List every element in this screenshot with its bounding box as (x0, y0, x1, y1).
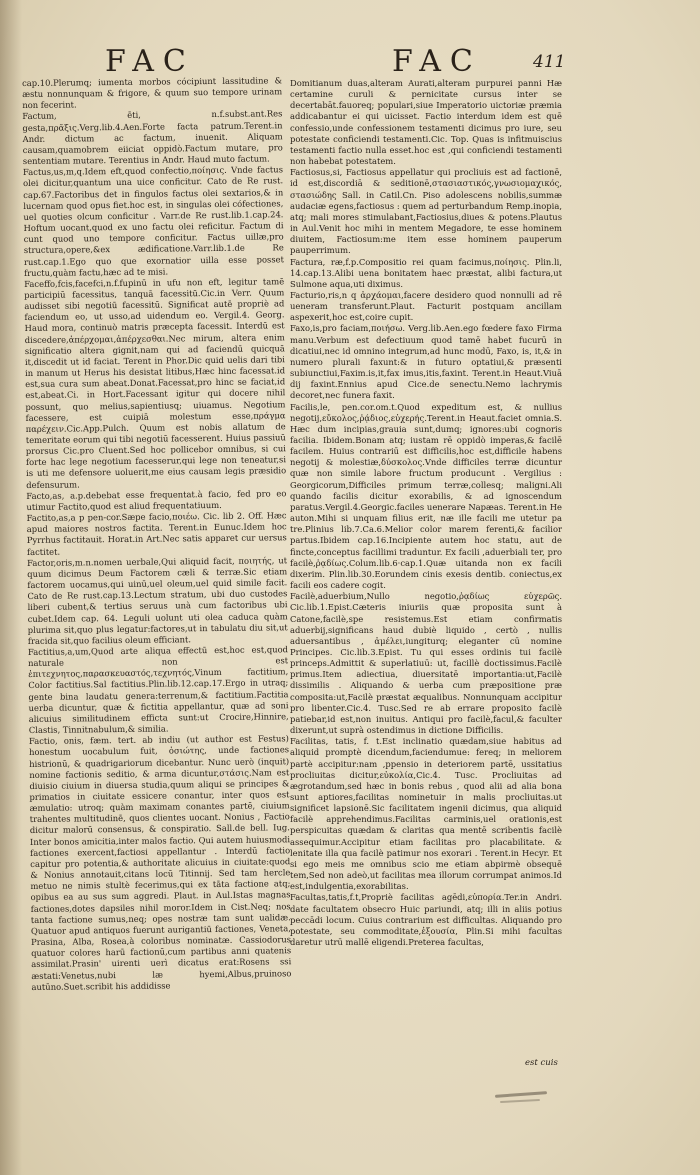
headword-right: FAC (392, 44, 482, 79)
entry-text: cap.10.Plerumq; iumenta morbos cócipiunt lassitudine & æstu nonnunquam & frigore, & quum suo tempore urinam non fecerint. (22, 75, 283, 111)
entry-text: Faxo,is,pro faciam,ποιήσω. Verg.lib.Aen.ego fœdere faxo Firma manu.Verbum est defectiuum quod tamē habet fucurū in dicatiui,nec id omnino integrum,ad hunc modū, Faxo, is, it,& in numero plurali faxunt:& in futuro optatiui,& præsenti subiunctiui,Faxim.is,it,fax imus,itis,faxint. Terent.in Heaut.Viuā dij faxint.Ennius apud Cice.de senectu.Nemo lachrymis decoret,nec funera faxit. (290, 323, 562, 401)
entry-text: Factiosus,si, Factiosus appellatur qui procliuis est ad factionē, id est,discordiā & seditionē,στασιαστικός,γνωσιομαχικός, στασιώδης Sall. in Catil.Cn. Piso adolescens nobilis,summæ audaciæ egens,factiosus : quem ad perturbandum Remp.inopia, atq; mali mores stimulabant,Factiosius,diues & potens.Plautus in Aul.Venit hoc mihi in mentem Megadore, te esse hominem diuitem, Factiosum:me item esse hominem pauperum pauperrimum. (290, 167, 562, 256)
entry-text: Factor,oris,m.n.nomen uerbale,Qui aliquid facit, ποιητής, ut quum dicimus Deum Factorem cæli & terræ.Sic etiam factorem uocamus,qui uinū,uel oleum,uel quid simile facit. Cato de Re rust.cap.13.Lectum stratum, ubi duo custodes liberi cubent,& tertius seruus unà cum factoribus ubi cubet.Idem cap. 64. Leguli uolunt uti olea caduca quàm plurima sit,quo plus legatur:factores,ut in tabulatu diu sit,ut fracida sit,quo facilius oleum efficiant. (27, 554, 288, 646)
entry-text: Facilitas, tatis, f. t.Est inclinatio quædam,siue habitus ad aliquid promptè dicendum,faciendumue: fereq; in meliorem partè accipitur:nam ,ppensio in deteriorem partē, ussitatius procliuitas dicitur,εὐκολία,Cic.4. Tusc. Procliuitas ad ægrotandum,sed hæc in bonis rebus , quod alii ad alia bona sunt aptiores,facilitas nominetuir in malis procliuitas.ut significet lapsionē.Sic facilitatem ingenii dicimus, qua aliquid facilè apprehendimus.Facilitas carminis,uel orationis,est perspicuitas quædam & claritas qua mentē scribentis facilè assequimur.Accipitur etiam facilitas pro placabilitate. & lenitate illa qua facilè patimur nos exorari . Terent.in Hecyr. Et si ego meis me omnibus scio me etiam abpirmè obsequē tem,Sed non adeò,ut facilitas mea illorum corrumpat animos.Id est,indulgentia,exorabilitas. (290, 736, 562, 892)
entry-text: Facturio,ris,n q ἀρχάομαι,facere desidero quod nonnulli ad rē ueneram transferunt.Plaut. Facturit postquam ancillam aspexerit,hoc est,coire cupit. (290, 289, 562, 323)
entry-text: Factura, ræ,f.p.Compositio rei quam facimus,ποίησις. Plin.li, 14.cap.13.Alibi uena bonitatem haec præstat, alibi factura,ut Sulmone aqua,uti diximus. (290, 256, 562, 289)
gutter-shadow (0, 0, 22, 1175)
entry-text: Faceffo,fcis,facefci,n.f.fupinū in ufu non eft, legitur tamē participiū facessitus, tanquā facessitū.Cic.in Verr. Quum audisset sibi negotiū facessitū. Significat autē propriè ad faciendum eo, ut usso,ad uidendum eo. Vergil.4. Georg. Haud mora, continuò matris præcepta facessit. Interdū est discedere,ἀπέρχομαι,ἀπέρχεσθαι.Nec mirum, altera enim significatio altera gignit,nam qui ad faciendū quicquā it,discedit ut id faciat. Terent in Phor.Dic quid uelis dari tibi in manum ut Herus his desistat litibus,Hæc hinc facessat.id est,sua cura sum abeat.Donat.Facessat,pro hinc se faciat,id est,abeat.Ci. in Hort.Facessant igitur qui docere nihil possunt, quo melius,sapientiusq; uiuamus. Negotium facessere, est cuipiā molestum esse,πράγμα παρέχειν.Cic.App.Pulch. Quum est nobis allatum de temeritate eorum qui tibi negotiū facesserent. Huius passiuū prorsus Cic.pro Cluent.Sed hoc pollicebor omnibus, si cui forte hac lege negotium facesserur,qui lege non teneatur,si is uti me defensore uoluerit,me eius causam legis præsidio defensurum. (24, 276, 287, 490)
entry-text: Domitianum duas,alteram Aurati,alteram purpurei panni Hæ certamine curuli & pernicitate cursus inter se decertabāt.fauoreq; populari,siue Imperatorio uictoriæ præmia addicabantur ei qui uicisset. Factio interdum idem est quē confessio,unde confessionem testamenti dicimus pro iure, seu potestate conficiendi testamenti.Cic. Top. Quas is infitmuiscius testamenti factio nulla esset.hoc est ,qui conficiendi testamenti non habebat potestatem. (290, 78, 562, 167)
entry-text: Facultas,tatis,f.t,Propriè facilitas agēdi,εὐπορία.Ter.in Andri. date facultatem obsecro Huic pariundi, atq; illi in aliis potius peccādi locum. Cuius contrarium est difficultas. Aliquando pro potestate, seu commoditate,ἐξουσία, Plin.Si mihi facultas daretur utrū mallē eligendi.Preterea facultas, (290, 892, 562, 948)
entry-text: Factum, ēti, n.f.subst.ant.Res gesta,πρᾶξις.Verg.lib.4.Aen.Forte facta patrum.Terent.in Andr. dictum ac factum, inuenit. Aliquam causam,quamobrem eiiciat oppidò.Factum mutare, pro sententiam mutare. Terentius in Andr. Haud muto factum. (22, 108, 283, 167)
page-number: 411 (533, 52, 566, 72)
entry-text: Factito,as,a p pen-cor.Sæpe facio,ποιέω. Cic. lib 2. Off. Hæc apud maiores nostros factita. Terent.in Eunuc.Idem hoc Pyrrhus factitauit. Horat.in Art.Nec satis apparet cur uersus factitet. (26, 510, 287, 557)
ink-smudge (500, 1099, 540, 1103)
entry-text: Factus,us,m,q.Idem eft,quod confectio,ποίησις. Vnde factus olei dicitur,quantum una uice conficitur. Cato de Re rust. cap.67.Factoribus det in fingulos factus olei sextarios,& in lucernam quod opus fiet.hoc est, in singulas olei cófectiones, uel quoties olcum conficitur . Varr.de Re rust.lib.1.cap.24. Hoftum uocant,quod ex uno factu olei reficitur. Factum di cunt quod uno tempore conficitur. Factus uillæ,pro structura,opere,&ex ædificatione.Varr.lib.1.de Re rust.cap.1.Ego quo que exornatior uilla esse posset fructu,quàm factu,hæc ad te misi. (22, 164, 284, 278)
entry-text: Factio, onis, fæm. tert. ab indiu (ut author est Festus) honestum uocabulum fuit, ὁσιώτης, unde factiones histrionū, & quadrigariorum dicebantur. Nunc uerò (inquit) nomine factionis seditio, & arma dicuntur,στάσις.Nam est diuisio ciuium in diuersa studia,quum aliqui se principes & primatios in ciuitate essicere conantur, inter quos est æmulatio: utroq; quàm maximam conantes partē, ciuium trahentes multitudinē, quos clientes uocant. Nonius , Factio dicitur malorū consensus, & conspiratio. Sall.de bell. Iug. Inter bonos amicitia,inter malos factio. Qui autem huiusmodi factiones exercent,factiosi appellantur . Interdū factio capitur pro potentia,& authoritate alicuius in ciuitate:quod & Nonius annotauit,citans locū Titinnij. Sed tam hercle metuo ne nimis stultè fecerimus,qui ex tāta factione atq; opibus ea au sus sum aggredi. Plaut. in Aul.Istas magnas factiones,dotes dapsiles nihil moror.Idem in Cist.Neq; nos tanta factione sumus,neq; opes nostræ tam sunt ualidæ. Quatuor apud antiquos fuerunt aurigantiū factiones, Veneta, Prasina, Alba, Rosea,à coloribus nominatæ. Cassiodorus quatuor colores harū factionū,cum partibus anni quatenis assimilat.Prasin' uirenti uerì dicatus erat:Rosens ssi æstati:Venetus,nubi læ hyemi,Albus,pruinoso autūno.Suet.scribit his addidisse (28, 733, 292, 992)
left-column (22, 75, 292, 992)
entry-text: Facilè,aduerbium,Nullo negotio,ῥᾳδίως εὐχερῶς. Cic.lib.1.Epist.Cæteris iniuriis quæ proposita sunt à Catone,facilè,spe resistemus.Est etiam confirmatis aduerbij,significans haud dubiè liquido , certò , nullis aduersantibus , ἀμέλει,iungiturq; eleganter cū nomine Principes. Cic.lib.3.Epist. Tu qui esses ordinis tui facilè princeps.Admittit & superlatiuū: ut, facillè doctissimus.Facilè primus.Item adiectiua, diuersitatē importantia:ut,Facilè dissimilis . Aliquando & uerba cum præpositione præ composita:ut,Facilè præstat æqualibus. Nonnunquam accipitur pro libenter.Cic.4. Tusc.Sed re ab errare proposito facilè patiebar,id est,non inuitus. Antiqui pro facilè,facul,& faculter dixerunt,ut suprà ostendimus in dictione Difficilis. (290, 591, 562, 736)
entry-text: Facilis,le, pen.cor.om.t.Quod expeditum est, & nullius negotij,εὔκολος,ῥᾴδιος,εὐχερής.Terent.in Heaut.faciet omnia.S. Hæc dum incipias,grauia sunt,dumq; ignores:ubi cognoris facilia. Ibidem.Bonam atq; iustam rē oppidò imperas,& facilē facilem. Huius contrariū est difficilis,hoc est,difficile habens negotij & molestiæ,δύσκολος.Vnde difficiles terræ dicuntur quæ non simile labore fructum producunt . Vergilius : Georgicorum,Difficiles primum terræ,collesq; maligni.Ali quando facilis dicitur exorabilis, & ad ignoscendum paratus.Vergil.4.Georgic.faciles uenerare Napæas. Terent.in He auton.Mihi si unquam filius erit, næ ille facili me utetur pa tre.Plinius lib.7.Ca.6.Melior color marem ferenti,& facilior partus.Ibidem cap.16.Incipiente autem hoc statu, aut de fincte,conceptus facillimi traduntur. Ex facili ,aduerbiali ter, pro facilè,ῥᾳδίως.Colum.lib.6·cap.1.Quæ uitanda non ex facili dixerim. Plin.lib.30.Eorundem cinis exesis dentib. coniectus,ex facili eos cadere cogit. (290, 401, 562, 591)
right-column (290, 78, 562, 948)
catchword: est cuis (525, 1058, 558, 1068)
ink-smudge (495, 1091, 547, 1098)
headword-left: FAC (105, 44, 195, 79)
entry-text: Facto,as, a.p.debebat esse frequentat.à facio, fed pro eo utimur Factito,quod est aliud frequentatiuum. (26, 488, 287, 512)
entry-text: Factitius,a,um,Quod arte aliqua effectū est,hoc est,quod naturale non est ἐπιτεχνητος,παρασκευαστός,τεχνητός,Vinum factitium, Color factitius.Sal factitius.Plin.lib.12.cap.17.Ergo in utraq; gente bina laudatu genera:terrenum,& factitium.Factitia uerba dicuntur, quæ & fictitia appellantur, quæ ad soni alicuius similitudinem efficta sunt:ut Crocire,Hinnire, Clastis, Tinnitnabulum,& similia. (27, 644, 289, 736)
